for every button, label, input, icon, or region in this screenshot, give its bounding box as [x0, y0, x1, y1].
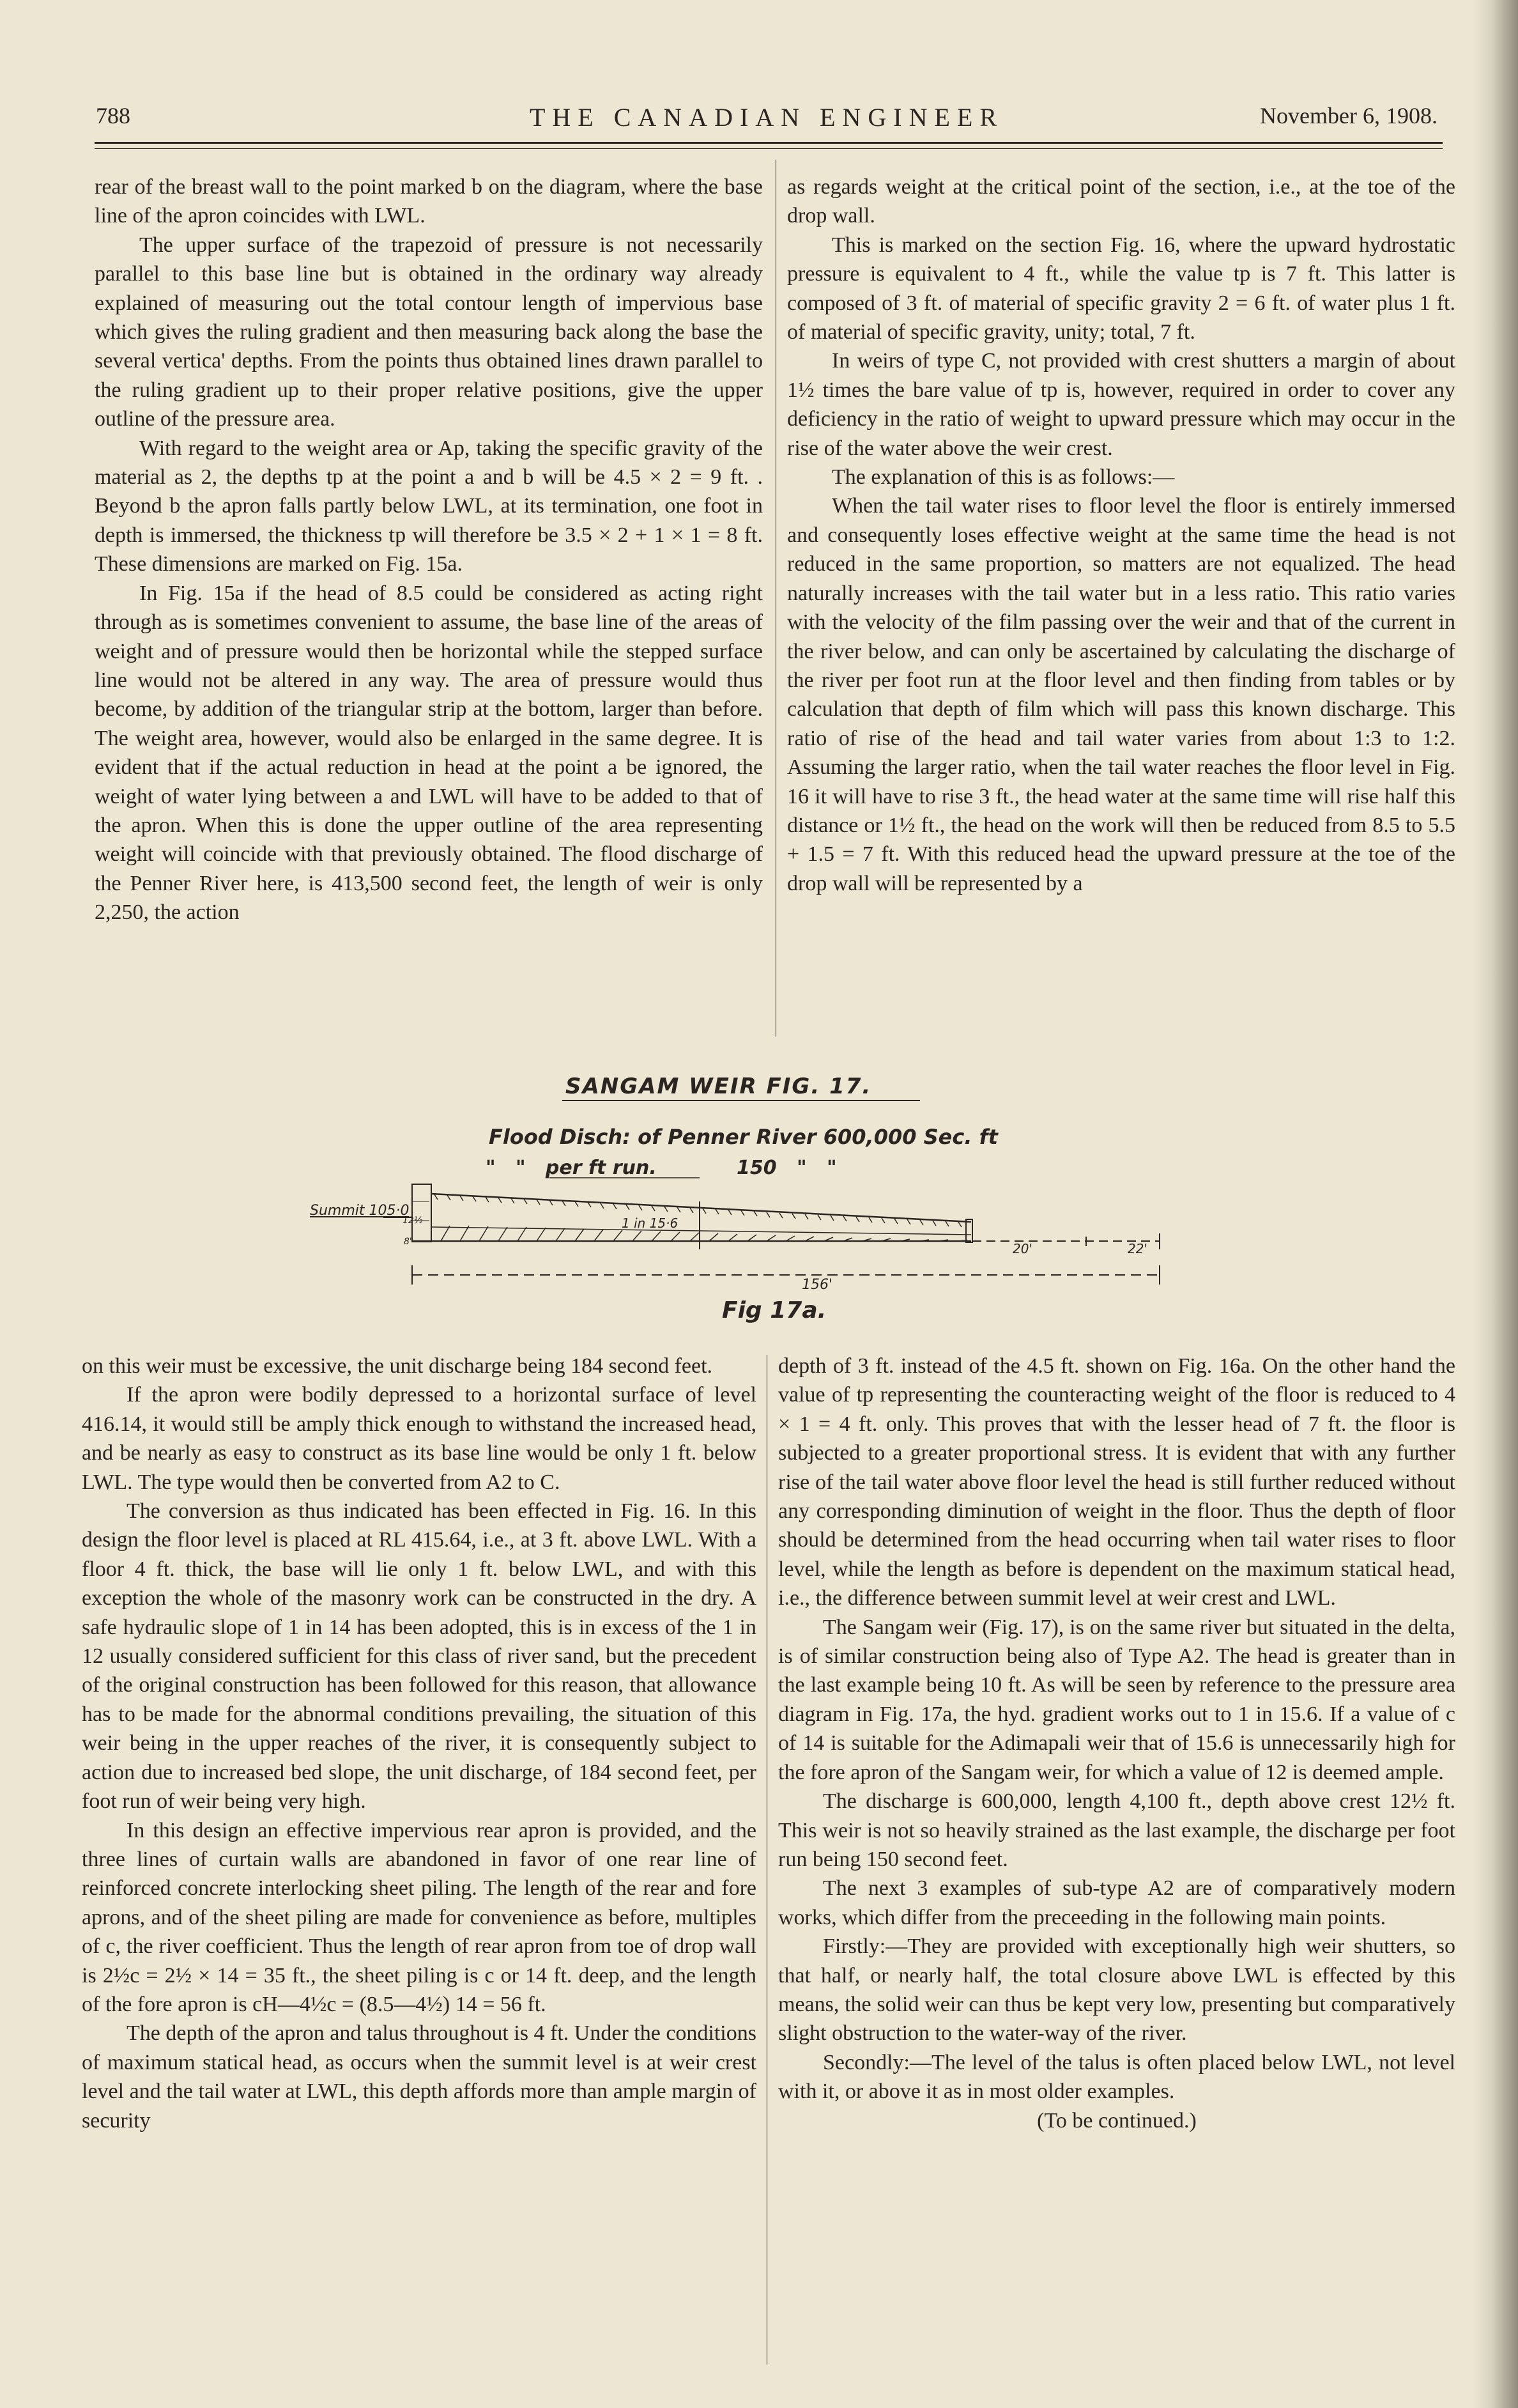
weir-crest: [412, 1184, 431, 1242]
paragraph: The explanation of this is as follows:—: [832, 465, 1175, 490]
paragraph: as regards weight at the critical point of the section, i.e., at the toe of the drop wall.: [787, 175, 1455, 228]
binding-shadow: [1473, 0, 1518, 2408]
weir-section-drawing: [383, 1074, 1265, 1342]
paragraph: on this weir must be excessive, the unit discharge being 184 second feet.: [82, 1354, 713, 1378]
paragraph: When the tail water rises to floor level the floor is entirely immersed and consequently loses effective weight at the same time the head is not reduced in the same proportion, so matters are not equalized. The head naturally increases with the tail water but in a less ratio. This ratio varies with the velocity of the film passing over the weir and that of the current in the river below, and can only be ascertained by calculating the discharge of the river per foot run at the floor level and then finding from tables or by calculation that depth of film which will pass this known discharge. This ratio of rise of the head and tail water varies from about 1:3 to 1:2. Assuming the larger ratio, when the tail water reaches the floor level in Fig. 16 it will have to rise 3 ft., the head water at the same time will rise half this distance or 1½ ft., the head on the work will then be reduced from 8.5 to 5.5 + 1.5 = 7 ft. With this reduced head the upward pressure at the toe of the drop wall will be represented by a: [787, 494, 1455, 895]
paragraph: In weirs of type C, not provided with crest shutters a margin of about 1½ times the bare value of tp is, however, required in order to cover any deficiency in the ratio of weight to upward pressure which may occur in the rise of the water above the weir crest.: [787, 349, 1455, 460]
paragraph: The conversion as thus indicated has been effected in Fig. 16. In this design the floor level is placed at RL 415.64, i.e., at 3 ft. above LWL. With a floor 4 ft. thick, the base will lie only 1 ft. below LWL, and with this exception the whole of the masonry work can be constructed in the dry. A safe hydraulic slope of 1 in 14 has been adopted, this is in excess of the 1 in 12 usually considered sufficient for this class of river sand, but the precedent of the original construction has been followed for this reason, that allowance has to be made for the abnormal conditions prevailing, the situation of this weir being in the upper reaches of the river, it is consequently subject to action due to increased bed slope, the unit discharge, of 184 second feet, per foot run of weir being very high.: [82, 1499, 756, 1814]
summit-label: Summit 105·0: [310, 1203, 410, 1219]
column-bottom-right: [778, 1352, 1455, 2135]
page-header: [96, 102, 1438, 141]
paragraph: The upper surface of the trapezoid of pressure is not necessarily parallel to this base line but is obtained in the ordinary way already explained of measuring out the total contour length of impervious base which gives the ruling gradient and then measuring back along the base the several vertica' depths. From the points thus obtained lines drawn parallel to the ruling gradient up to their proper relative positions, give the upper outline of the pressure area.: [95, 233, 763, 431]
issue-date: November 6, 1908.: [1260, 103, 1438, 128]
slope-label: 1 in 15·6: [622, 1216, 678, 1231]
paragraph: The depth of the apron and talus throughout is 4 ft. Under the conditions of maximum statical head, as occurs when the summit level is at weir crest level and the tail water at LWL, this depth affords more than ample margin of security: [82, 2021, 756, 2133]
paragraph: In this design an effective impervious rear apron is provided, and the three lines of curtain walls are abandoned in favor of one rear line of reinforced concrete interlocking sheet piling. The length of the rear and fore aprons, and of the sheet piling are made for convenience as before, multiples of c, the river coefficient. Thus the length of rear apron from toe of drop wall is 2½c = 2½ × 14 = 35 ft., the sheet piling is c or 14 ft. deep, and the length of the fore apron is cH—4½c = (8.5—4½) 14 = 56 ft.: [82, 1818, 756, 2016]
column-bottom-left: [82, 1352, 756, 2135]
crest-detail: [413, 1201, 429, 1221]
paragraph: rear of the breast wall to the point marked b on the diagram, where the base line of the apron coincides with LWL.: [95, 175, 763, 228]
pressure-line: [431, 1227, 971, 1235]
paragraph: This is marked on the section Fig. 16, where the upward hydrostatic pressure is equivalent to 4 ft., while the value tp is 7 ft. This latter is composed of 3 ft. of material of specific gravity 2 = 6 ft. of water plus 1 ft. of material of specific gravity, unity; total, 7 ft.: [787, 233, 1455, 344]
column-top-left: [95, 173, 763, 927]
paragraph: Firstly:—They are provided with exceptionally high weir shutters, so that half, or nearly half, the total closure above LWL is effected by this means, the solid weir can thus be kept very low, presenting but comparatively slight obstruction to the water-way of the river.: [778, 1934, 1455, 2046]
figure-caption-line1: Flood Disch: of Penner River 600,000 Sec. ft: [489, 1125, 998, 1149]
paragraph: The Sangam weir (Fig. 17), is on the same river but situated in the delta, is of similar construction being also of Type A2. The head is greater than in the last example being 10 ft. As will be seen by reference to the pressure area diagram in Fig. 17a, the hyd. gradient works out to 1 in 15.6. If a value of c of 14 is suitable for the Adimapali weir that of 15.6 is unnecessarily high for the fore apron of the Sangam weir, for which a value of 12 is deemed ample.: [778, 1615, 1455, 1784]
column-top-right: [787, 173, 1455, 898]
dim-small-label: 8': [404, 1237, 412, 1247]
paragraph: The discharge is 600,000, length 4,100 ft., depth above crest 12½ ft. This weir is not so heavily strained as the last example, the discharge per foot run being 150 second feet.: [778, 1789, 1455, 1871]
header-rule: [95, 142, 1443, 144]
figure-caption-line2: " " per ft run. 150 " ": [486, 1157, 837, 1179]
apron-top-line: [431, 1194, 971, 1222]
dim-156-label: 156': [802, 1277, 833, 1293]
figure-subcaption: Fig 17a.: [722, 1297, 827, 1324]
paragraph: With regard to the weight area or Ap, taking the specific gravity of the material as 2, the depths tp at the point a and b will be 4.5 × 2 = 9 ft. . Beyond b the apron falls partly below LWL, at its termination, one foot in depth is immersed, the thickness tp will therefore be 3.5 × 2 + 1 × 1 = 8 ft. These dimensions are marked on Fig. 15a.: [95, 436, 763, 576]
dim-22-label: 22': [1128, 1241, 1147, 1256]
apron-end: [966, 1219, 972, 1242]
figure-sangam-weir: [310, 1074, 1265, 1342]
paragraph: The next 3 examples of sub-type A2 are of comparatively modern works, which differ from the preceeding in the following main points.: [778, 1876, 1455, 1929]
dim-20-label: 20': [1013, 1241, 1032, 1256]
dim-small-label: 12½: [402, 1216, 423, 1226]
paragraph: If the apron were bodily depressed to a horizontal surface of level 416.14, it would still be amply thick enough to withstand the increased head, and be nearly as easy to construct as its base line would be only 1 ft. below LWL. The type would then be converted from A2 to C.: [82, 1383, 756, 1494]
figure-title: SANGAM WEIR FIG. 17.: [565, 1074, 872, 1099]
paragraph: Secondly:—The level of the talus is often placed below LWL, not level with it, or above it as in most older examples.: [778, 2050, 1455, 2104]
paragraph: In Fig. 15a if the head of 8.5 could be considered as acting right through as is sometimes convenient to assume, the base line of the areas of weight and of pressure would then be horizontal while the stepped surface line would not be altered in any way. The area of pressure would thus become, by addition of the triangular strip at the bottom, larger than before. The weight area, however, would also be enlarged in the same degree. It is evident that if the actual reduction in head at the point a be ignored, the weight of water lying between a and LWL will have to be added to that of the apron. When this is done the upper outline of the area representing weight will coincide with that previously obtained. The flood discharge of the Penner River here, is 413,500 second feet, the length of weir is only 2,250, the action: [95, 581, 763, 925]
page-number: 788: [96, 103, 130, 128]
continued-note: (To be continued.): [1037, 2108, 1197, 2133]
masthead: THE CANADIAN ENGINEER: [529, 103, 1004, 132]
header-rule-thin: [95, 148, 1443, 149]
apron-top-hatching: [434, 1194, 962, 1227]
paragraph: depth of 3 ft. instead of the 4.5 ft. shown on Fig. 16a. On the other hand the value of tp representing the counteracting weight of the floor is reduced to 4 × 1 = 4 ft. only. This proves that with the lesser head of 7 ft. the floor is subjected to a greater proportional stress. It is evident that with any further rise of the tail water above floor level the head is still further reduced without any corresponding diminution of weight in the floor. Thus the depth of floor should be determined from the head occurring when tail water rises to floor level, while the length as before is dependent on the maximum statical head, i.e., the difference between summit level at weir crest and LWL.: [778, 1354, 1455, 1610]
